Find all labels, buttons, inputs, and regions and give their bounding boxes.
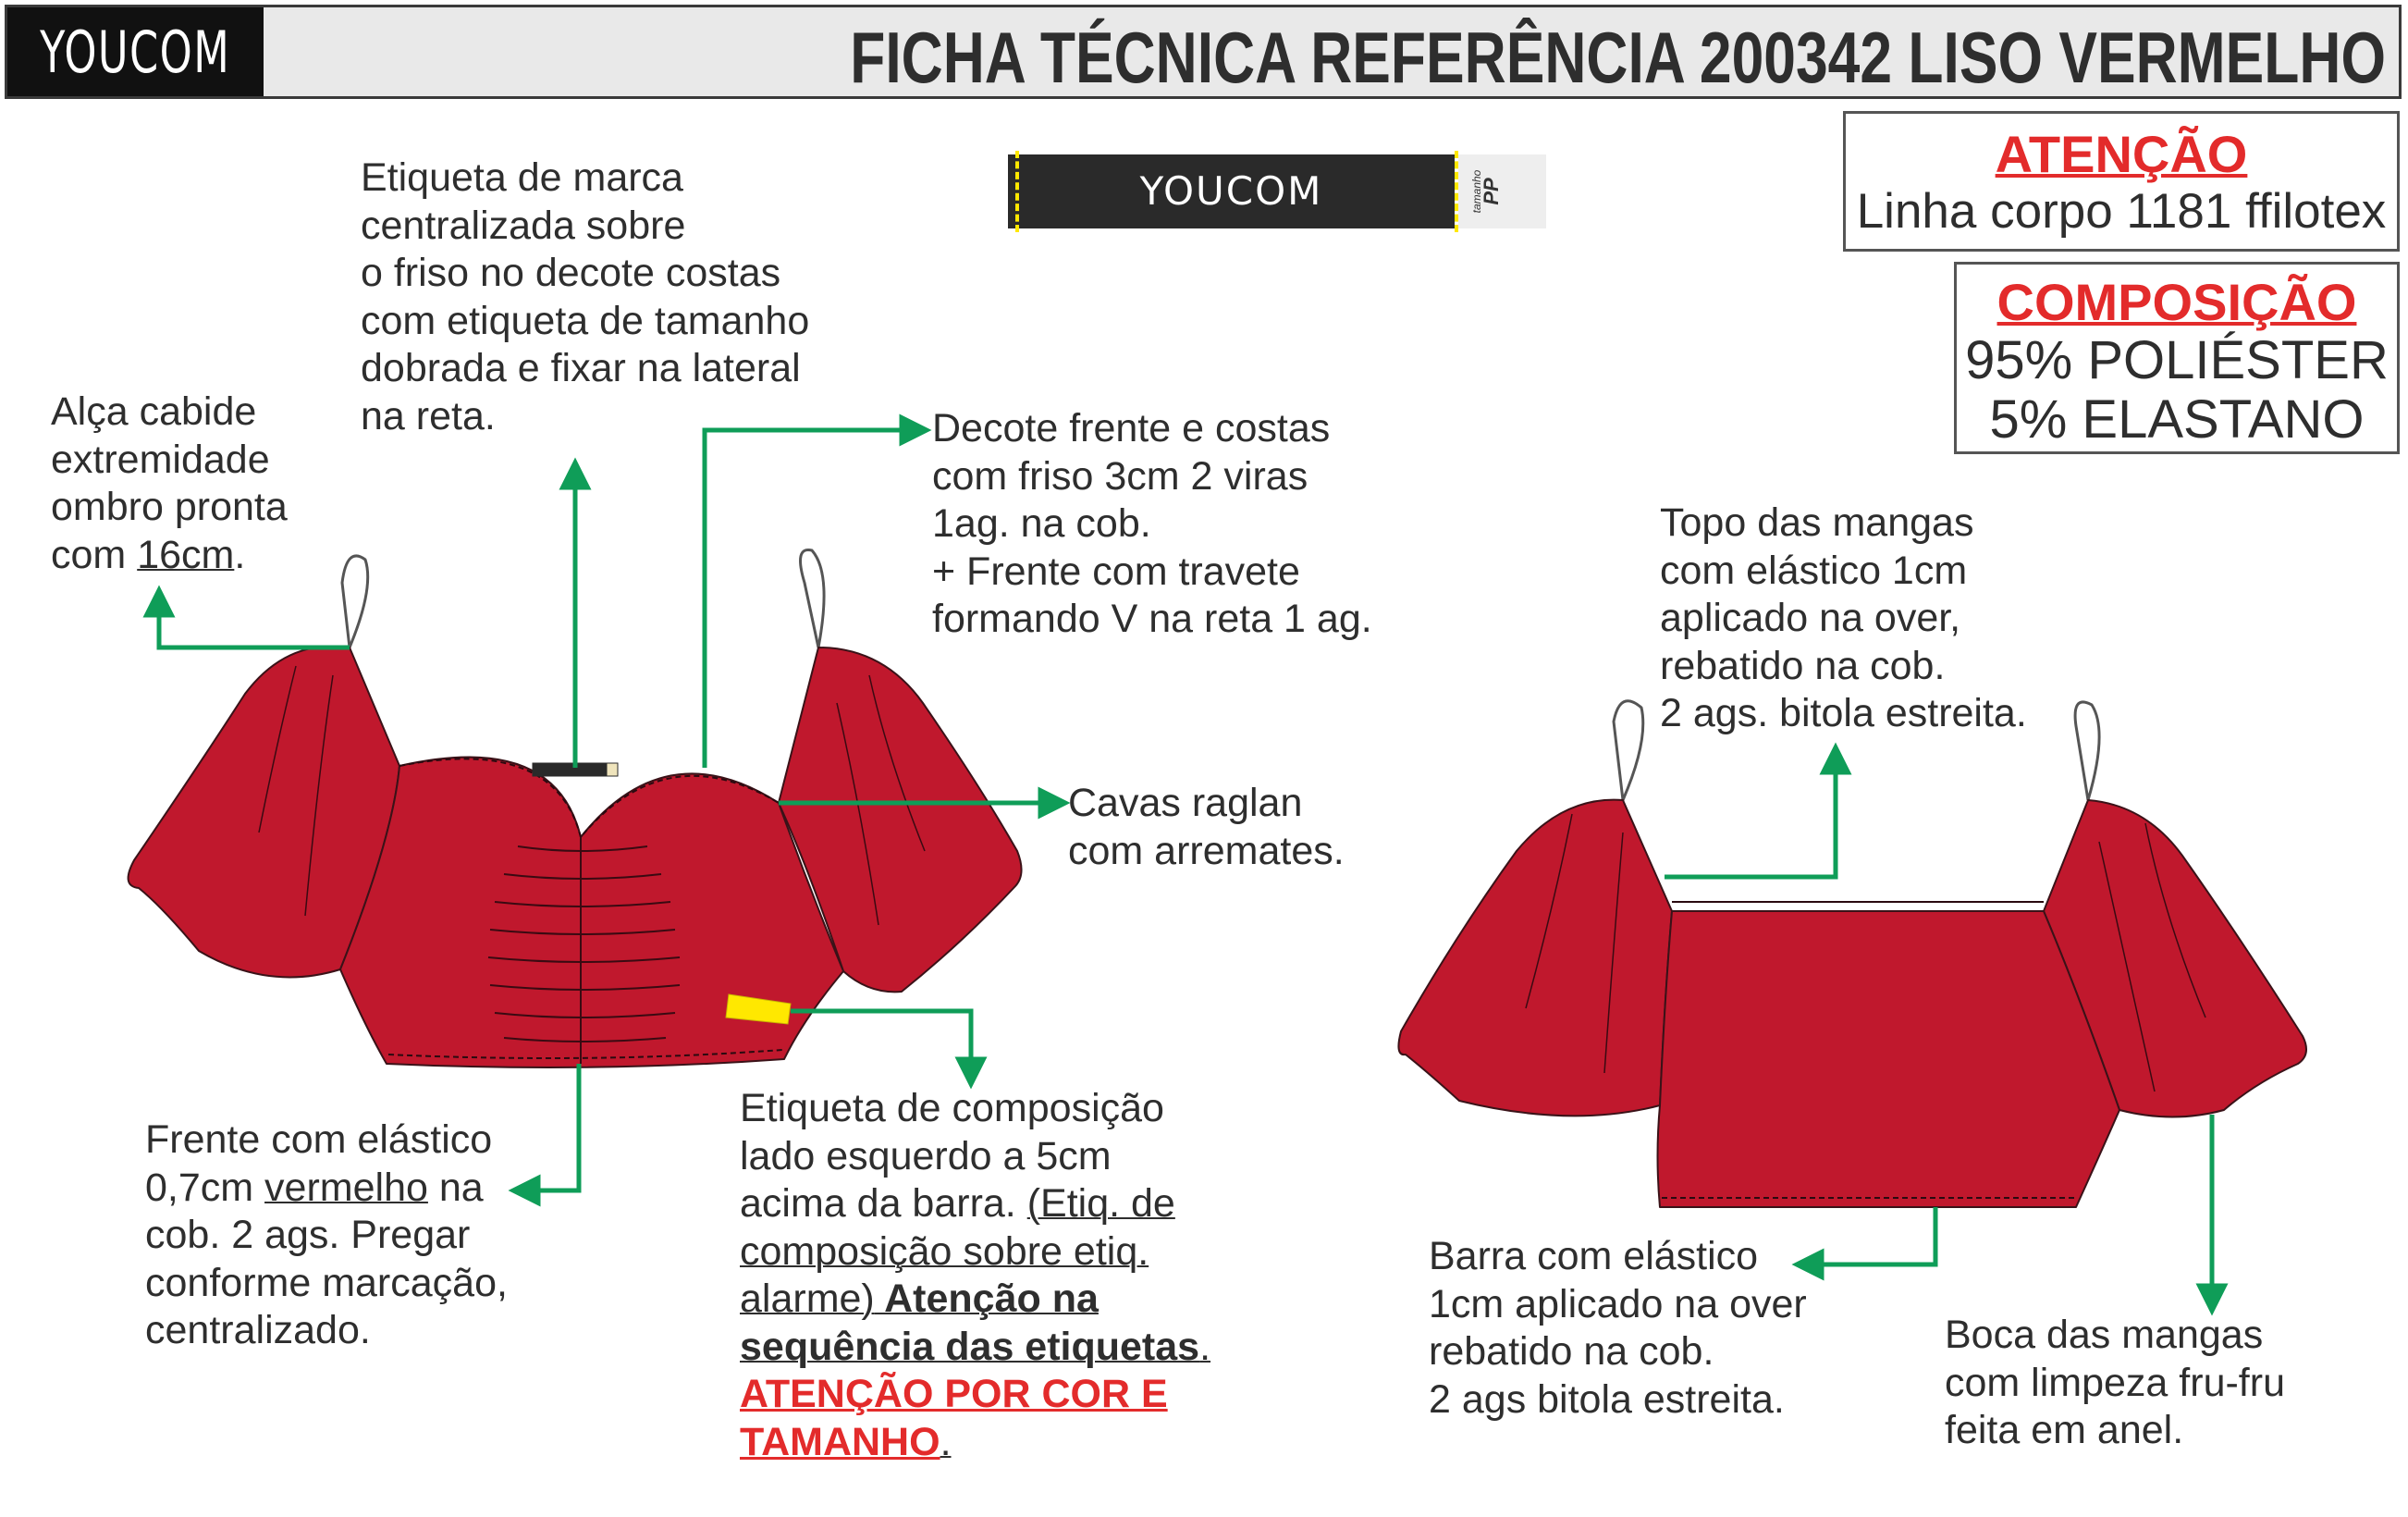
note-front-elastic — [145, 1116, 508, 1355]
composition-heading: COMPOSIÇÃO — [1996, 273, 2357, 331]
note-text: (Etiq. de — [1026, 1181, 1175, 1226]
note-line: 1cm aplicado na over — [1429, 1281, 1807, 1326]
note-text: na — [427, 1165, 484, 1210]
arrow-composition-label — [791, 1011, 971, 1073]
note-sleeve-hem — [1945, 1312, 2285, 1455]
note-line — [51, 532, 288, 580]
arrow-front-elastic — [524, 1064, 579, 1190]
note-line: Decote frente e costas — [932, 406, 1331, 450]
note-hem — [1429, 1233, 1807, 1424]
note-line: Topo das mangas — [1660, 500, 1974, 545]
note-line: Etiqueta de composição — [740, 1086, 1164, 1130]
note-line: dobrada e fixar na lateral — [361, 346, 801, 390]
back-strap-right — [2075, 702, 2099, 800]
note-text: alarme) — [740, 1276, 875, 1321]
brand-label-text: YOUCOM — [1139, 168, 1323, 214]
warning-text: TAMANHO — [740, 1419, 940, 1464]
note-text: . — [234, 532, 246, 577]
note-line: Alça cabide — [51, 389, 257, 434]
note-line: ombro pronta — [51, 485, 288, 529]
note-line: com limpeza fru-fru — [1945, 1360, 2285, 1405]
front-strap-right — [801, 549, 825, 648]
note-line: composição sobre etiq. — [740, 1228, 1149, 1274]
note-line: centralizado. — [145, 1308, 371, 1352]
size-value: PP — [1480, 178, 1503, 205]
back-strap-left — [1614, 701, 1643, 800]
note-line — [740, 1180, 1210, 1228]
elastic-color: vermelho — [264, 1165, 428, 1210]
note-line: com elástico 1cm — [1660, 548, 1968, 593]
note-strap — [51, 388, 288, 579]
note-text: acima da barra. — [740, 1181, 1027, 1226]
note-line — [145, 1165, 508, 1213]
note-line: Etiqueta de marca — [361, 155, 683, 200]
note-line: o friso no decote costas — [361, 251, 781, 295]
note-line: extremidade — [51, 437, 270, 482]
note-line: rebatido na cob. — [1429, 1329, 1714, 1374]
note-armhole — [1068, 780, 1345, 875]
note-text: 0,7cm — [145, 1165, 265, 1210]
note-line — [740, 1324, 1210, 1372]
note-line: Cavas raglan — [1068, 781, 1303, 825]
attention-text: Linha corpo 1181 ffilotex — [1856, 184, 2387, 239]
note-text: com — [51, 532, 138, 577]
note-line: cob. 2 ags. Pregar — [145, 1213, 471, 1257]
brand-logo: YOUCOM — [7, 7, 264, 96]
attention-heading: ATENÇÃO — [1995, 125, 2248, 183]
note-line: com friso 3cm 2 viras — [932, 453, 1308, 499]
page-title: FICHA TÉCNICA REFERÊNCIA 200342 LISO VERMELHO — [850, 17, 2386, 98]
note-line: na reta. — [361, 393, 496, 438]
note-line: Boca das mangas — [1945, 1313, 2264, 1357]
composition-line-1: 95% POLIÉSTER — [1965, 330, 2389, 390]
note-brand-label — [361, 154, 809, 440]
note-line: Frente com elástico — [145, 1117, 493, 1162]
note-line: formando V na reta 1 ag. — [932, 597, 1372, 641]
note-line: Barra com elástico — [1429, 1234, 1759, 1278]
arrow-hem — [1808, 1207, 1935, 1264]
front-brand-label-size-marker — [607, 763, 618, 776]
note-composition-label — [740, 1085, 1210, 1466]
note-text: . — [1199, 1324, 1211, 1369]
note-line: com etiqueta de tamanho — [361, 298, 810, 343]
note-text: Atenção na — [874, 1276, 1099, 1321]
strap-measure: 16cm — [137, 532, 235, 577]
front-brand-label-marker — [533, 763, 608, 776]
arrow-sleeve-top — [1665, 758, 1836, 877]
note-line: rebatido na cob. — [1660, 643, 1946, 688]
note-line: 2 ags bitola estreita. — [1429, 1376, 1785, 1422]
note-line — [740, 1419, 1210, 1467]
note-line: 2 ags. bitola estreita. — [1660, 691, 2027, 735]
note-line: aplicado na over, — [1660, 596, 1961, 640]
note-neckline — [932, 405, 1372, 644]
size-caption: tamanho — [1470, 169, 1483, 214]
note-line: conforme marcação, — [145, 1260, 508, 1305]
arrow-strap — [159, 601, 350, 648]
composition-line-2: 5% ELASTANO — [1989, 389, 2365, 450]
back-garment — [1398, 701, 2306, 1207]
note-line: com arremates. — [1068, 828, 1345, 873]
note-line — [740, 1276, 1210, 1324]
note-line: centralizada sobre — [361, 203, 686, 248]
note-line: feita em anel. — [1945, 1408, 2184, 1452]
note-line: lado esquerdo a 5cm — [740, 1133, 1112, 1178]
note-text: sequência das etiquetas — [740, 1324, 1200, 1369]
note-line: + Frente com travete — [932, 549, 1300, 594]
note-sleeve-top — [1660, 500, 2027, 738]
note-text: . — [940, 1419, 952, 1464]
note-line: 1ag. na cob. — [932, 501, 1151, 546]
back-bodice — [1658, 911, 2120, 1207]
back-left-sleeve — [1398, 800, 1672, 1116]
warning-line: ATENÇÃO POR COR E — [740, 1372, 1168, 1416]
front-strap-left — [342, 556, 368, 648]
